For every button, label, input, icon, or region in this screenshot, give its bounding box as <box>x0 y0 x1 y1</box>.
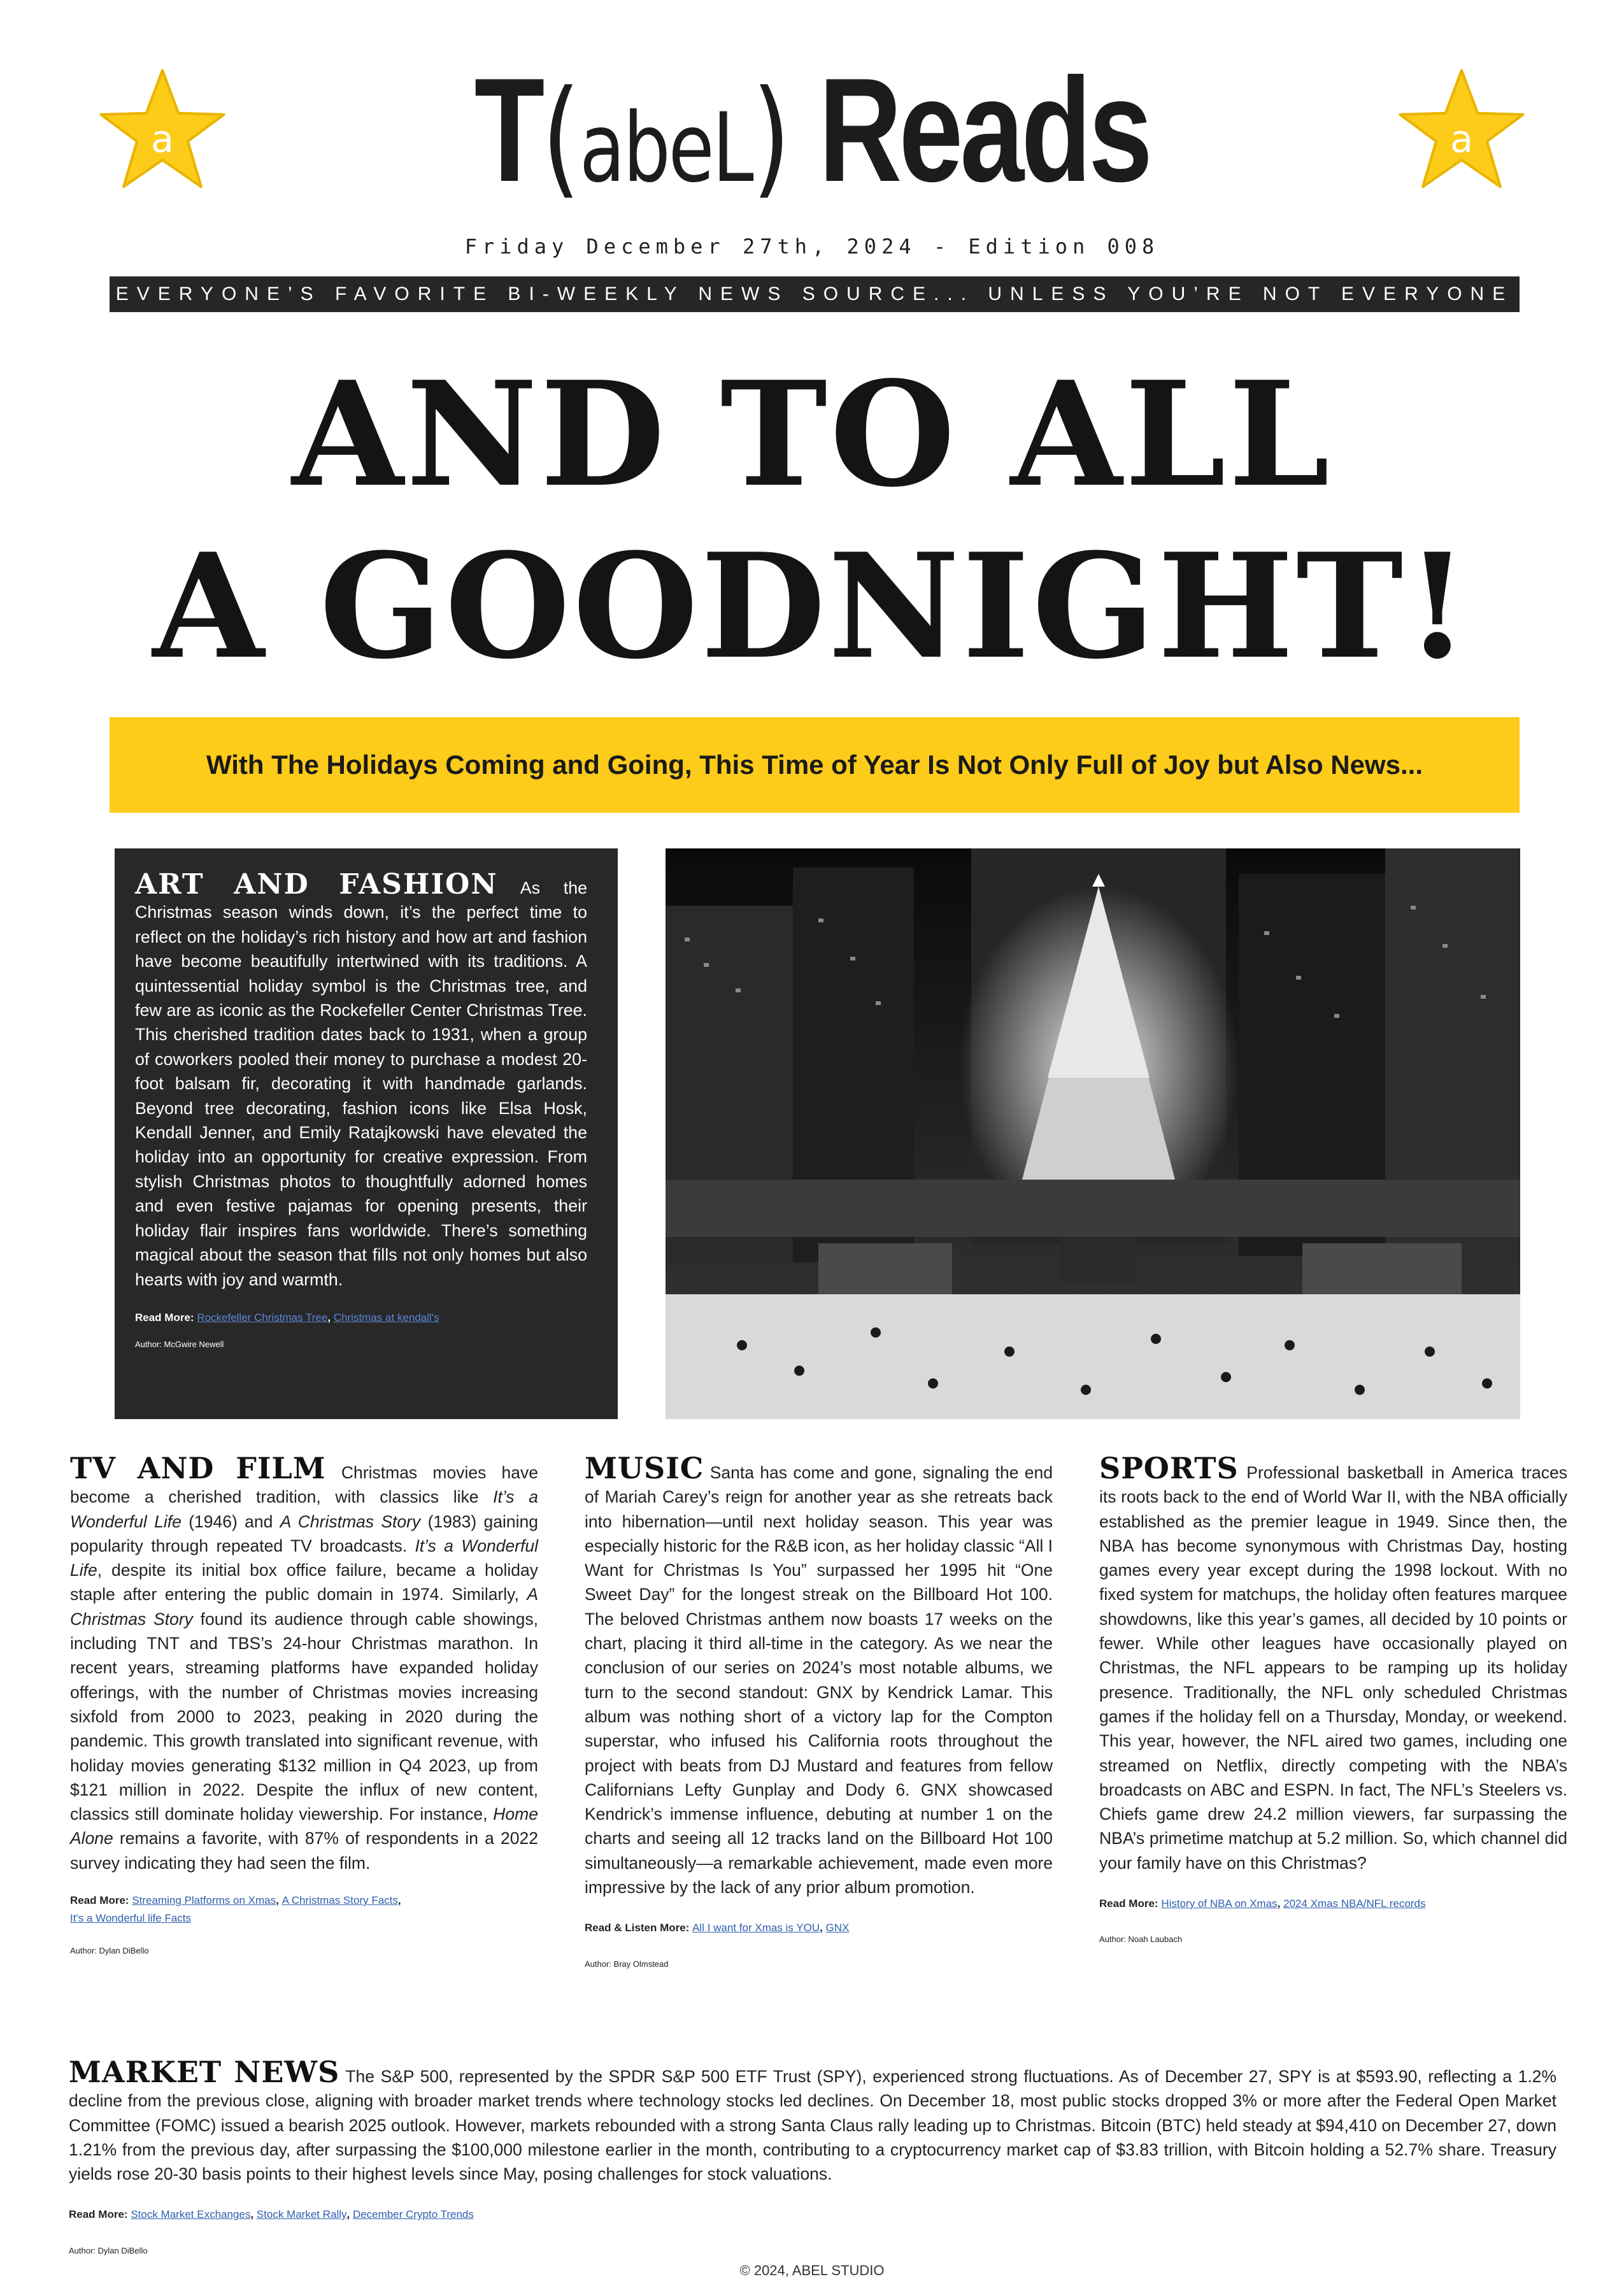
market-read-more: Read More: Stock Market Exchanges, Stock Market Rally, December Crypto Trends <box>69 2208 474 2221</box>
tv-text-3: (1983) gaining popularity through repeated TV broadcasts. <box>70 1511 539 1555</box>
headline-line-1: AND TO ALL <box>292 350 1332 519</box>
masthead-paren-open: ( <box>541 63 580 211</box>
subheadline-bar: With The Holidays Coming and Going, This Time of Year Is Not Only Full of Joy but Also News... <box>110 717 1520 813</box>
tv-text-1: Christmas movies have become a cherished tradition, with classics like <box>70 1463 538 1507</box>
art-fashion-body: As the Christmas season winds down, it’s the perfect time to reflect on the holiday’s rich history and how art and fashion have become beautifully intertwined with its traditions. A quintessential holiday symbol is the Christmas tree, and few are as iconic as the Rockefeller Center Christmas Tree. This cherished tradition dates back to 1931, when a group of coworkers pooled their money to purchase a modest 20-foot balsam fir, decorating it with handmade garlands. Beyond tree decorating, fashion icons like Elsa Hosk, Kendall Jenner, and Emily Ratajkowski have elevated the holiday into an opportunity for creative expression. From stylish Christmas photos to thoughtfully adorned homes and even festive pajamas for opening presents, their holiday flair inspires fans worldwide. There’s something magical about the season that fills not only homes but also hearts with joy and warmth. <box>135 878 588 1289</box>
masthead-paren-close: ) <box>751 63 790 211</box>
tv-read-more: Read More: Streaming Platforms on Xmas, A Christmas Story Facts, It's a Wonderful life Facts <box>70 1894 401 1925</box>
tv-italic-2: A Christmas Story <box>280 1511 421 1531</box>
star-left-glyph: a <box>150 117 175 161</box>
music-read-more: Read & Listen More: All I want for Xmas is YOU, GNX <box>585 1922 850 1934</box>
market-link-exchanges[interactable]: Stock Market Exchanges <box>131 2208 251 2221</box>
art-author: Author: McGwire Newell <box>135 1339 224 1350</box>
sports-title: SPORTS <box>1099 1451 1239 1485</box>
art-fashion-box <box>115 848 618 1419</box>
tv-italic-3: It’s a Wonderful Life <box>70 1536 538 1580</box>
sports-read-more: Read More: History of NBA on Xmas, 2024 Xmas NBA/NFL records <box>1099 1897 1426 1910</box>
tv-italic-5: Home Alone <box>70 1804 538 1848</box>
sports-link-records[interactable]: 2024 Xmas NBA/NFL records <box>1283 1897 1426 1910</box>
music-link-mariah[interactable]: All I want for Xmas is YOU <box>692 1922 820 1934</box>
sports-link-nba-history[interactable]: History of NBA on Xmas <box>1161 1897 1278 1910</box>
tv-film-column <box>70 1451 539 1963</box>
footer-copyright: © 2024, ABEL STUDIO <box>739 2262 885 2278</box>
masthead-t: T <box>474 48 542 213</box>
art-link-rockefeller[interactable]: Rockefeller Christmas Tree <box>197 1311 328 1324</box>
music-body: Santa has come and gone, signaling the end of Mariah Carey’s reign for another year as she retreats back into hibernation—until next holiday season. This year was especially historic for the R&B icon, as her holiday classic “All I Want for Christmas Is You” surpassed her 1995 hit “One Sweet Day” for the longest streak on the Billboard Hot 100. The beloved Christmas anthem now boasts 17 weeks on the chart, placing it third all-time in the category. As we near the conclusion of our series on 2024’s most notable albums, we turn to the second standout: GNX by Kendrick Lamar. This album was nothing short of a victory lap for the Compton superstar, who infused his California roots throughout the project with beats from DJ Mustard and features from fellow Californians Lefty Gunplay and Dody 6. GNX showcased Kendrick’s immense influence, debuting at number 1 on the charts and seeing all 12 tracks land on the Billboard Hot 100 simultaneously—a remarkable achievement, made even more impressive by the lack of any prior album promotion. <box>585 1463 1053 1897</box>
rockefeller-tree-photo <box>666 848 1520 1419</box>
tree-photo-graphic <box>666 848 1520 1419</box>
music-column <box>585 1451 1053 1976</box>
tv-link-wonderful-life[interactable]: It's a Wonderful life Facts <box>70 1912 192 1925</box>
tagline-bar: EVERYONE’S FAVORITE BI-WEEKLY NEWS SOURCE... UNLESS YOU’RE NOT EVERYONE <box>110 276 1520 312</box>
music-read-more-label: Read & Listen More: <box>585 1922 690 1934</box>
star-right-glyph: a <box>1449 117 1474 161</box>
market-link-rally[interactable]: Stock Market Rally <box>256 2208 347 2221</box>
masthead-reads: Reads <box>818 48 1150 213</box>
music-title: MUSIC <box>585 1451 704 1485</box>
sports-author: Author: Noah Laubach <box>1099 1934 1183 1945</box>
market-link-crypto[interactable]: December Crypto Trends <box>352 2208 474 2221</box>
market-author: Author: Dylan DiBello <box>69 2245 148 2255</box>
tv-read-more-label: Read More: <box>70 1894 129 1907</box>
art-fashion-article <box>135 868 588 1357</box>
market-title: MARKET NEWS <box>69 2055 340 2089</box>
tv-link-streaming[interactable]: Streaming Platforms on Xmas <box>132 1894 276 1907</box>
tv-text-2: (1946) and <box>181 1511 280 1531</box>
tv-italic-1: It’s a Wonderful Life <box>70 1487 539 1531</box>
market-body: The S&P 500, represented by the SPDR S&P 500 ETF Trust (SPY), experienced strong fluctuations. As of December 27, SPY is at $593.90, reflecting a 1.2% decline from the previous close, aligning with broader market trends where technology stocks led declines. On December 18, most public stocks dropped 3% or more after the Federal Open Market Committee (FOMC) issued a bearish 2025 outlook. However, markets rebounded with a strong Santa Claus rally leading up to Christmas. Bitcoin (BTC) held steady at $94,410 on December 27, down 1.21% from the previous day, after surpassing the $100,000 milestone earlier in the month, contributing to a cryptocurrency market cap of $3.83 trillion, with Bitcoin holding a 52.7% share. Treasury yields rose 20-30 basis points to their highest levels since May, posing challenges for stock valuations. <box>69 2067 1556 2184</box>
tv-text-4: , despite its initial box office failure, became a holiday staple after entering the public domain in 1974. Similarly, <box>70 1561 538 1604</box>
music-link-gnx[interactable]: GNX <box>825 1922 850 1934</box>
music-author: Author: Bray Olmstead <box>585 1959 669 1969</box>
market-news-section <box>69 2055 1556 2263</box>
masthead-title <box>179 48 1446 213</box>
market-read-more-label: Read More: <box>69 2208 128 2221</box>
masthead-abel: abeL <box>579 93 752 204</box>
tv-italic-4: A Christmas Story <box>70 1585 538 1629</box>
dateline: Friday December 27th, 2024 - Edition 008 <box>464 234 1160 259</box>
art-link-kendall[interactable]: Christmas at kendall's <box>333 1311 439 1324</box>
tv-author: Author: Dylan DiBello <box>70 1946 149 1956</box>
tv-link-christmas-story[interactable]: A Christmas Story Facts <box>281 1894 398 1907</box>
sports-body: Professional basketball in America traces its roots back to the end of World War II, with the NBA officially established as the premier league in 1949. Since then, the NBA has become synonymous with Christmas Day, hosting games every year except during the 1998 lockout. With no fixed system for matchups, the holiday often features marquee showdowns, like this year’s games, all decided by 10 points or fewer. While other leagues have occasionally played on Christmas, the NFL appears to be ramping up its holiday presence. Traditionally, the NFL only scheduled Christmas games if the holiday fell on a Thursday, Monday, or weekend. This year, however, the NFL aired two games, including one streamed on Netflix, directly competing with the NBA’s broadcasts on ABC and ESPN. In fact, The NFL’s Steelers vs. Chiefs game drew 24.2 million viewers, far surpassing the NBA’s primetime matchup at 5.2 million. So, which channel did your family have on this Christmas? <box>1099 1463 1567 1873</box>
art-fashion-title: ART AND FASHION <box>135 868 498 901</box>
main-headline <box>0 349 1624 693</box>
sports-read-more-label: Read More: <box>1099 1897 1158 1910</box>
sports-column <box>1099 1451 1567 1952</box>
tv-text-6: remains a favorite, with 87% of respondents in a 2022 survey indicating they had seen the film. <box>70 1829 538 1873</box>
art-read-more-label: Read More: <box>135 1311 194 1324</box>
tv-film-title: TV AND FILM <box>70 1451 326 1485</box>
tv-text-5: found its audience through cable showings, including TNT and TBS’s 24-hour Christmas marathon. In recent years, streaming platforms have expanded holiday offerings, with the number of Christmas movies increasing sixfold from 2000 to 2023, peaking in 2020 during the pandemic. This growth translated into significant revenue, with holiday movies generating $132 million in Q4 2023, up from $121 million in 2022. Despite the influx of new content, classics still dominate holiday viewership. For instance, <box>70 1609 538 1824</box>
headline-line-2: A GOODNIGHT! <box>152 522 1472 691</box>
art-read-more: Read More: Rockefeller Christmas Tree, Christmas at kendall's <box>135 1311 439 1324</box>
